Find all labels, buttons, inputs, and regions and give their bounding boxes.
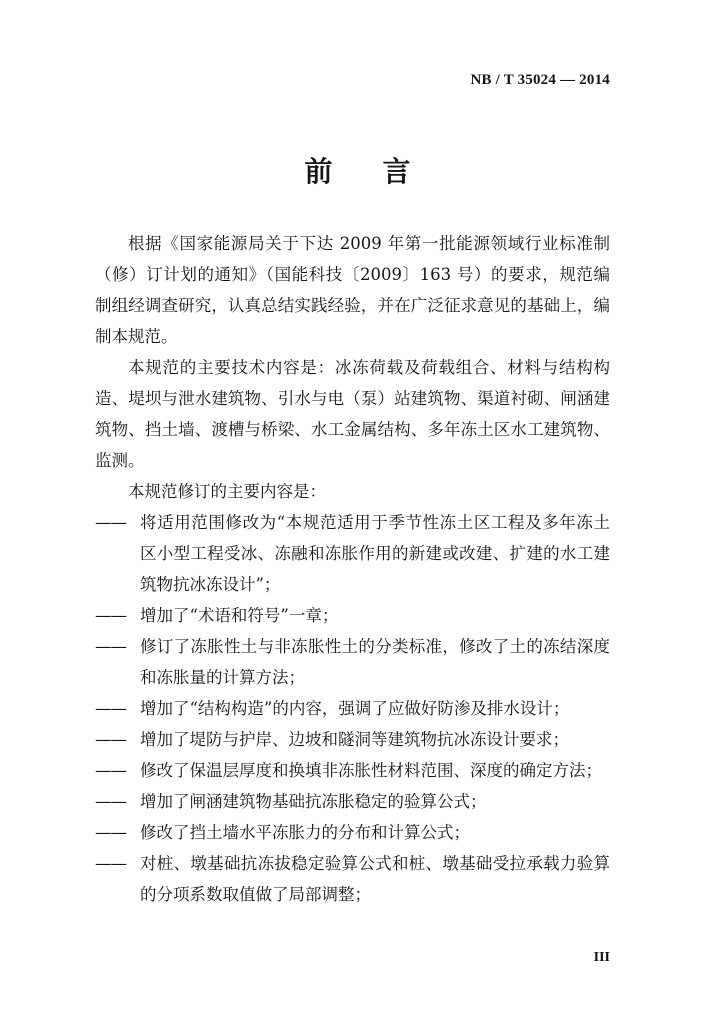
revision-list-item <box>95 786 610 817</box>
revision-list-item <box>95 755 610 786</box>
revision-item-text: 增加了“结构构造”的内容，强调了应做好防渗及排水设计； <box>140 699 570 718</box>
list-dash: —— <box>95 854 126 873</box>
revision-list-item <box>95 693 610 724</box>
revision-item-text: 对桩、墩基础抗冻拔稳定验算公式和桩、墩基础受拉承载力验算的分项系数取值做了局部调整； <box>140 854 610 904</box>
list-dash: —— <box>95 699 126 718</box>
revision-item-text: 将适用范围修改为“本规范适用于季节性冻土区工程及多年冻土区小型工程受冰、冻融和冻胀作用的新建或改建、扩建的水工建筑物抗冰冻设计”； <box>140 513 610 594</box>
paragraph-technical-content: 本规范的主要技术内容是：冰冻荷载及荷载组合、材料与结构构造、堤坝与泄水建筑物、引水与电（泵）站建筑物、渠道衬砌、闸涵建筑物、挡土墙、渡槽与桥梁、水工金属结构、多年冻土区水工建筑物、监测。 <box>95 358 610 470</box>
list-dash: —— <box>95 730 126 749</box>
paragraph-basis: 根据《国家能源局关于下达 2009 年第一批能源领域行业标准制（修）订计划的通知》（国能科技〔2009〕163 号）的要求，规范编制组经调查研究，认真总结实践经验，并在广泛征求意见的基础上，编制本规范。 <box>95 234 610 346</box>
list-dash: —— <box>95 761 126 780</box>
paragraph-revision-intro: 本规范修订的主要内容是： <box>128 482 326 501</box>
standard-code: NB / T 35024 — 2014 <box>470 72 610 88</box>
revision-list-item <box>95 817 610 848</box>
revision-item-text: 增加了闸涵建筑物基础抗冻胀稳定的验算公式； <box>140 792 487 811</box>
list-dash: —— <box>95 637 126 656</box>
revision-item-text: 修改了保温层厚度和换填非冻胀性材料范围、深度的确定方法； <box>140 761 602 780</box>
list-dash: —— <box>95 823 126 842</box>
title-char-2: 言 <box>382 155 413 188</box>
list-dash: —— <box>95 513 126 532</box>
revision-item-text: 增加了“术语和符号”一章； <box>140 606 339 625</box>
revision-item-text: 增加了堤防与护岸、边坡和隧洞等建筑物抗冰冻设计要求； <box>140 730 569 749</box>
revision-item-text: 修订了冻胀性土与非冻胀性土的分类标准，修改了土的冻结深度和冻胀量的计算方法； <box>140 637 610 687</box>
revision-list-item <box>95 631 610 693</box>
revision-list-item <box>95 848 610 910</box>
list-dash: —— <box>95 606 126 625</box>
title-char-1: 前 <box>304 155 335 188</box>
list-dash: —— <box>95 792 126 811</box>
revision-item-text: 修改了挡土墙水平冻胀力的分布和计算公式； <box>140 823 470 842</box>
revision-list-item <box>95 724 610 755</box>
revision-list-item <box>95 600 610 631</box>
revision-list-item <box>95 507 610 600</box>
page-number: III <box>593 950 610 965</box>
page-title <box>0 150 717 190</box>
document-body <box>95 228 610 910</box>
